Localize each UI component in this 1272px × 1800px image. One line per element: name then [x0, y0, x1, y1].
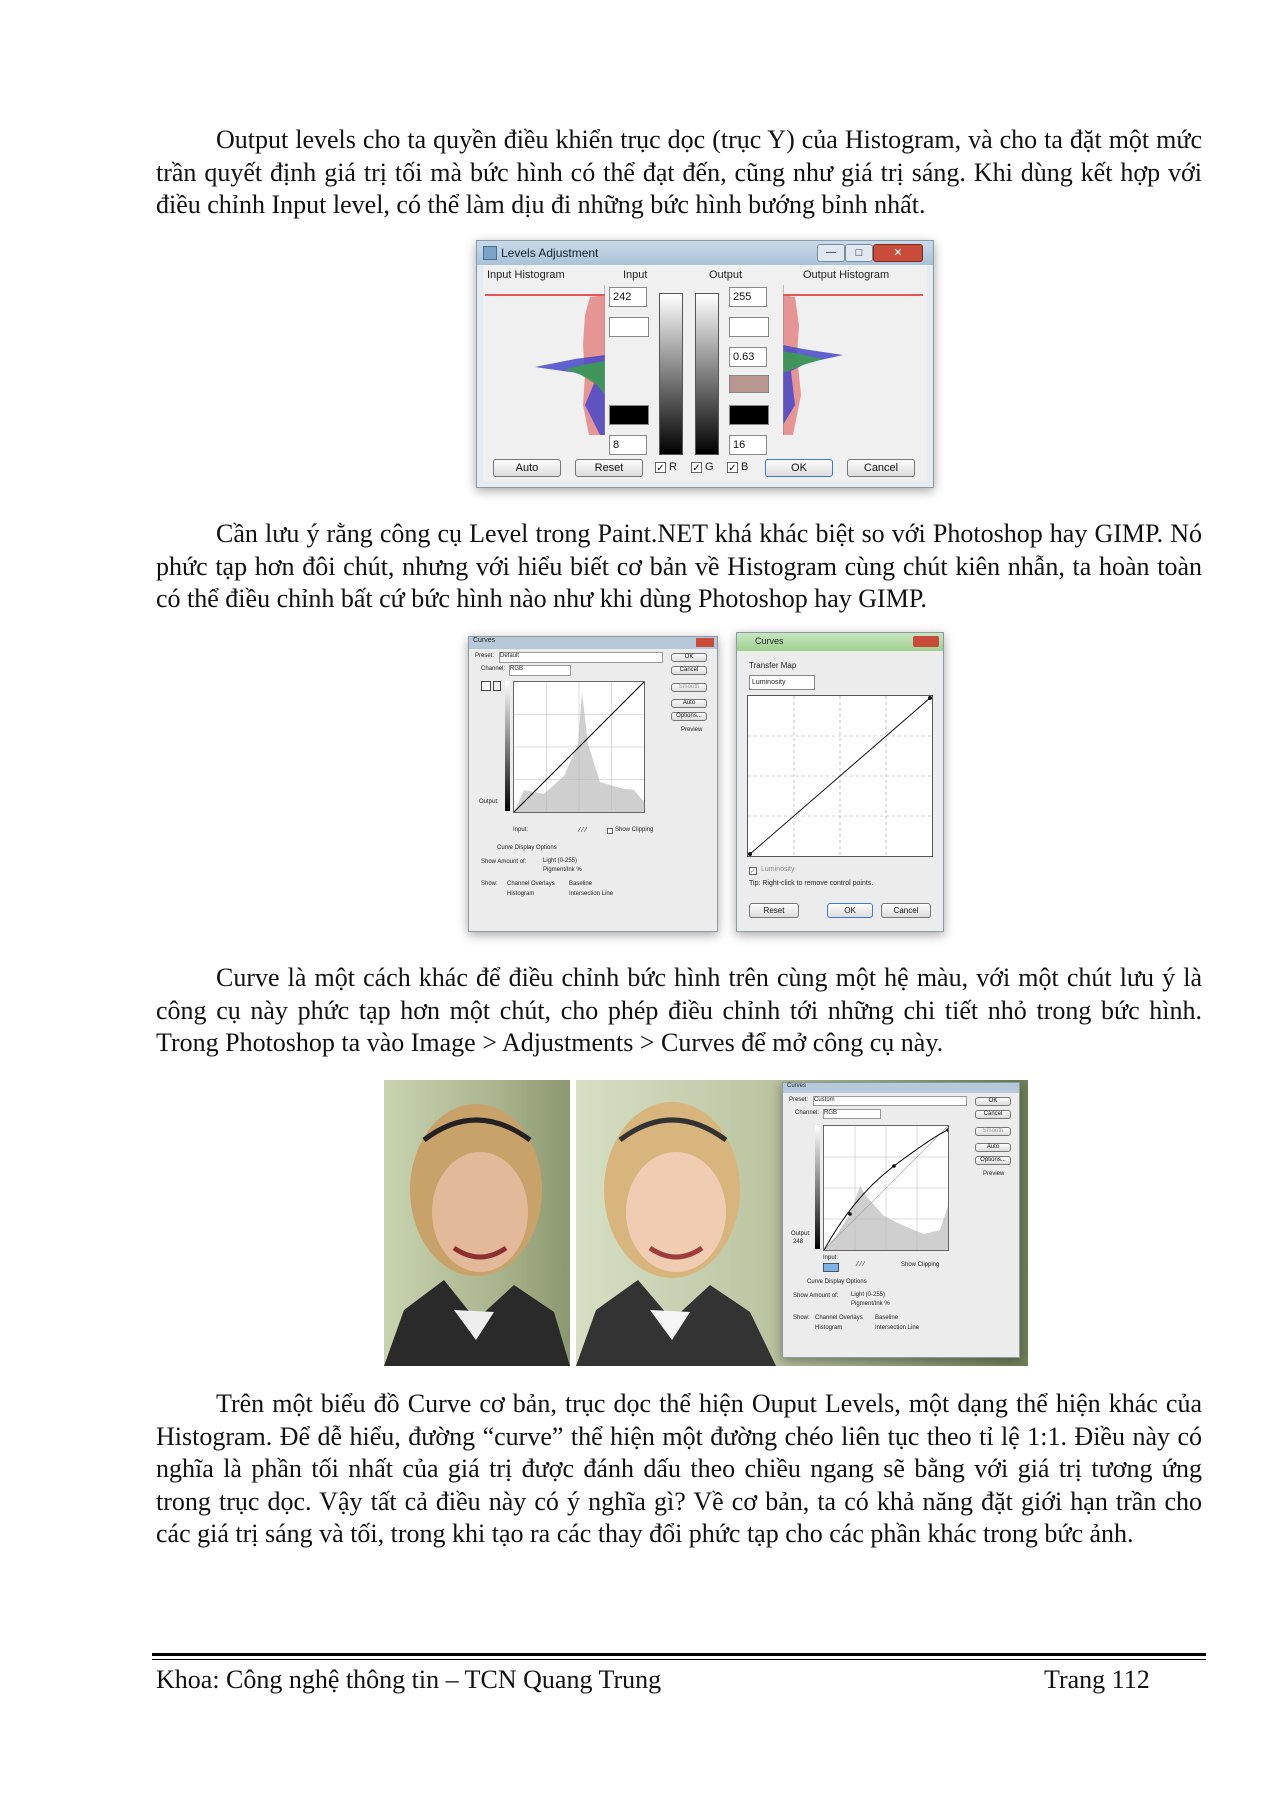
- output-gamma-swatch: [729, 375, 769, 393]
- input-label: Input:: [513, 827, 529, 833]
- photoshop-curves-custom-dialog: [782, 1082, 1020, 1358]
- cancel-button[interactable]: Cancel: [671, 666, 707, 675]
- intersection-line-checkbox[interactable]: Intersection Line: [569, 891, 614, 897]
- output-histogram: [783, 285, 923, 435]
- before-photo: [384, 1080, 570, 1366]
- reset-button[interactable]: Reset: [575, 459, 643, 477]
- dialog-title: Curves: [755, 636, 784, 646]
- portrait-image: [384, 1080, 570, 1366]
- minimize-button[interactable]: —: [817, 244, 845, 262]
- paragraph-curve-intro: Curve là một cách khác để điều chỉnh bức hình trên cùng một hệ màu, với một chút lưu ý là công cụ này phức tạp hơn một chút, cho phép điều chỉnh tới những chi tiết nhỏ trong bức hình. Trong Photoshop ta vào Image > Adjustments > Curves để mở công cụ này.: [156, 963, 1202, 1057]
- show-clipping-label[interactable]: Show Clipping: [901, 1262, 940, 1268]
- input-histogram-label: Input Histogram: [487, 269, 565, 281]
- paint-net-curves-dialog: [736, 632, 944, 932]
- pencil-icon[interactable]: [493, 681, 501, 691]
- transfer-map-label: Transfer Map: [749, 661, 797, 670]
- cancel-button[interactable]: Cancel: [881, 903, 931, 918]
- smooth-button[interactable]: Smooth: [671, 683, 707, 692]
- pigment-radio[interactable]: Pigment/Ink %: [851, 1301, 890, 1307]
- output-white-swatch: [729, 317, 769, 337]
- output-gradient: [505, 681, 510, 811]
- preset-select[interactable]: Default: [499, 652, 663, 663]
- show-clipping-label: Show Clipping: [615, 827, 654, 833]
- eyedropper-icons[interactable]: ⁄ ⁄ ⁄: [579, 827, 587, 834]
- maximize-button[interactable]: □: [845, 244, 873, 262]
- red-channel-label: R: [669, 461, 677, 473]
- channel-select[interactable]: RGB: [823, 1109, 881, 1119]
- light-radio[interactable]: Light (0-255): [851, 1292, 886, 1298]
- output-gamma-spinner[interactable]: 0.63: [729, 347, 767, 367]
- preset-label: Preset:: [475, 653, 495, 659]
- levels-adjustment-dialog: [476, 240, 934, 488]
- paragraph-output-levels: Output levels cho ta quyền điều khiển trục dọc (trục Y) của Histogram, và cho ta đặt một mức trần quyết định giá trị tối mà bức hình có thể đạt đến, cũng như giá trị sáng. Khi dùng kết hợp với điều chỉnh Input level, có thể làm dịu đi những bức hình bướng bỉnh nhất.: [156, 125, 1202, 219]
- channel-label: Channel:: [481, 666, 506, 672]
- input-black-swatch: [609, 405, 649, 425]
- cancel-button[interactable]: Cancel: [975, 1110, 1011, 1119]
- transfer-map-graph[interactable]: [747, 695, 933, 857]
- input-gradient-slider[interactable]: [659, 293, 683, 455]
- dialog-title: Curves: [787, 1083, 807, 1089]
- reset-button[interactable]: Reset: [749, 903, 799, 918]
- close-button[interactable]: ✕: [873, 244, 923, 262]
- title-bar: [469, 637, 717, 649]
- portrait-image-adjusted: [576, 1080, 776, 1366]
- output-label: Output:: [479, 799, 499, 805]
- luminosity-label: Luminosity: [761, 866, 795, 873]
- curves-graph[interactable]: [513, 681, 645, 813]
- options-button[interactable]: Options...: [975, 1156, 1011, 1165]
- auto-button[interactable]: Auto: [975, 1143, 1011, 1152]
- dialog-body: [483, 265, 927, 481]
- baseline-checkbox[interactable]: Baseline: [875, 1315, 899, 1321]
- red-channel-checkbox[interactable]: ✓: [656, 463, 665, 474]
- histogram-checkbox[interactable]: Histogram: [815, 1325, 843, 1331]
- preview-checkbox[interactable]: Preview: [681, 727, 703, 733]
- input-high-spinner[interactable]: 242: [609, 287, 647, 307]
- output-label: Output:: [791, 1231, 811, 1237]
- paragraph-paint-net-note: Cần lưu ý rằng công cụ Level trong Paint.NET khá khác biệt so với Photoshop hay GIMP. Nó phức tạp hơn đôi chút, nhưng với hiểu biết cơ bản về Histogram cùng chút kiên nhẫn, ta hoàn toàn có thể điều chỉnh bất cứ bức hình nào như khi dùng Photoshop hay GIMP.: [156, 519, 1202, 613]
- after-photo-with-curves: [576, 1080, 1028, 1366]
- ok-button[interactable]: OK: [765, 459, 833, 477]
- footer-rule-thin: [152, 1659, 1206, 1660]
- output-value: 248: [793, 1239, 804, 1245]
- close-icon[interactable]: [913, 636, 939, 647]
- title-bar: [783, 1083, 1019, 1093]
- output-high-spinner[interactable]: 255: [729, 287, 767, 307]
- preview-checkbox[interactable]: Preview: [983, 1171, 1005, 1177]
- photoshop-curves-dialog: [468, 636, 718, 932]
- channel-overlays-checkbox[interactable]: Channel Overlays: [815, 1315, 863, 1321]
- green-channel-label: G: [705, 461, 714, 473]
- display-options-label[interactable]: Curve Display Options: [497, 845, 557, 851]
- show-label: Show:: [481, 881, 498, 887]
- input-histogram: [485, 285, 605, 435]
- input-label: Input: [623, 269, 648, 281]
- eyedropper-icons[interactable]: ⁄ ⁄ ⁄: [857, 1261, 865, 1268]
- title-bar: [737, 633, 943, 651]
- preset-label: Preset:: [789, 1097, 809, 1103]
- show-amount-label: Show Amount of:: [793, 1293, 839, 1299]
- luminosity-checkbox[interactable]: ✓: [750, 868, 756, 875]
- title-bar: [477, 241, 933, 265]
- green-channel-checkbox[interactable]: ✓: [692, 463, 701, 474]
- tip-text: Tip: Right-click to remove control points.: [749, 880, 874, 887]
- ok-button[interactable]: OK: [671, 653, 707, 662]
- output-label: Output: [709, 269, 743, 281]
- output-black-swatch: [729, 405, 769, 425]
- baseline-checkbox[interactable]: Baseline: [569, 881, 593, 887]
- input-value-field[interactable]: [823, 1263, 839, 1272]
- ok-button[interactable]: OK: [975, 1097, 1011, 1106]
- auto-button[interactable]: Auto: [493, 459, 561, 477]
- blue-channel-label: B: [741, 461, 749, 473]
- channel-overlays-checkbox[interactable]: Channel Overlays: [507, 881, 555, 887]
- output-gradient: [815, 1125, 820, 1249]
- output-gradient-slider[interactable]: [695, 293, 719, 455]
- dialog-title: Curves: [473, 637, 496, 644]
- intersection-line-checkbox[interactable]: Intersection Line: [875, 1325, 920, 1331]
- curve-tool-icon[interactable]: [481, 681, 491, 691]
- cancel-button[interactable]: Cancel: [847, 459, 915, 477]
- pigment-radio[interactable]: Pigment/Ink %: [543, 867, 582, 873]
- dialog-title: Levels Adjustment: [501, 246, 599, 260]
- curves-graph-custom[interactable]: [823, 1125, 949, 1251]
- ok-button[interactable]: OK: [827, 903, 873, 918]
- light-radio[interactable]: Light (0-255): [543, 858, 578, 864]
- auto-button[interactable]: Auto: [671, 699, 707, 708]
- input-label: Input:: [823, 1255, 839, 1261]
- channel-select[interactable]: RGB: [509, 665, 571, 676]
- input-white-swatch: [609, 317, 649, 337]
- blue-channel-checkbox[interactable]: ✓: [728, 463, 737, 474]
- show-label: Show:: [793, 1315, 810, 1321]
- page-number: Trang 112: [1044, 1665, 1150, 1694]
- output-low-spinner[interactable]: 16: [729, 435, 767, 455]
- input-low-spinner[interactable]: 8: [609, 435, 647, 455]
- display-options-label[interactable]: Curve Display Options: [807, 1279, 867, 1285]
- show-clipping-checkbox[interactable]: [607, 828, 613, 834]
- output-histogram-label: Output Histogram: [803, 269, 890, 281]
- footer-rule-thick: [152, 1653, 1206, 1656]
- paragraph-curve-explanation: Trên một biểu đồ Curve cơ bản, trục dọc thể hiện Ouput Levels, một dạng thể hiện khác của Histogram. Để dễ hiểu, đường “curve” thể hiện một đường chéo liên tục theo tỉ lệ 1:1. Điều này có nghĩa là phần tối nhất của giá trị được đánh dấu theo chiều ngang sẽ bằng với giá trị tương ứng trong trục dọc. Vậy tất cả điều này có ý nghĩa gì? Về cơ bản, ta có khả năng đặt giới hạn trần cho các giá trị sáng và tối, trong khi tạo ra các thay đổi phức tạp cho các phần khác trong bức ảnh.: [156, 1389, 1202, 1548]
- show-amount-label: Show Amount of:: [481, 859, 527, 865]
- options-button[interactable]: Options...: [671, 712, 707, 721]
- channel-label: Channel:: [795, 1110, 820, 1116]
- close-icon[interactable]: [696, 638, 714, 647]
- preset-select[interactable]: Custom: [813, 1096, 967, 1106]
- smooth-button[interactable]: Smooth: [975, 1127, 1011, 1136]
- histogram-checkbox[interactable]: Histogram: [507, 891, 535, 897]
- mode-select[interactable]: Luminosity: [749, 675, 815, 690]
- footer-department: Khoa: Công nghệ thông tin – TCN Quang Trung: [156, 1665, 662, 1694]
- app-icon: [483, 246, 497, 260]
